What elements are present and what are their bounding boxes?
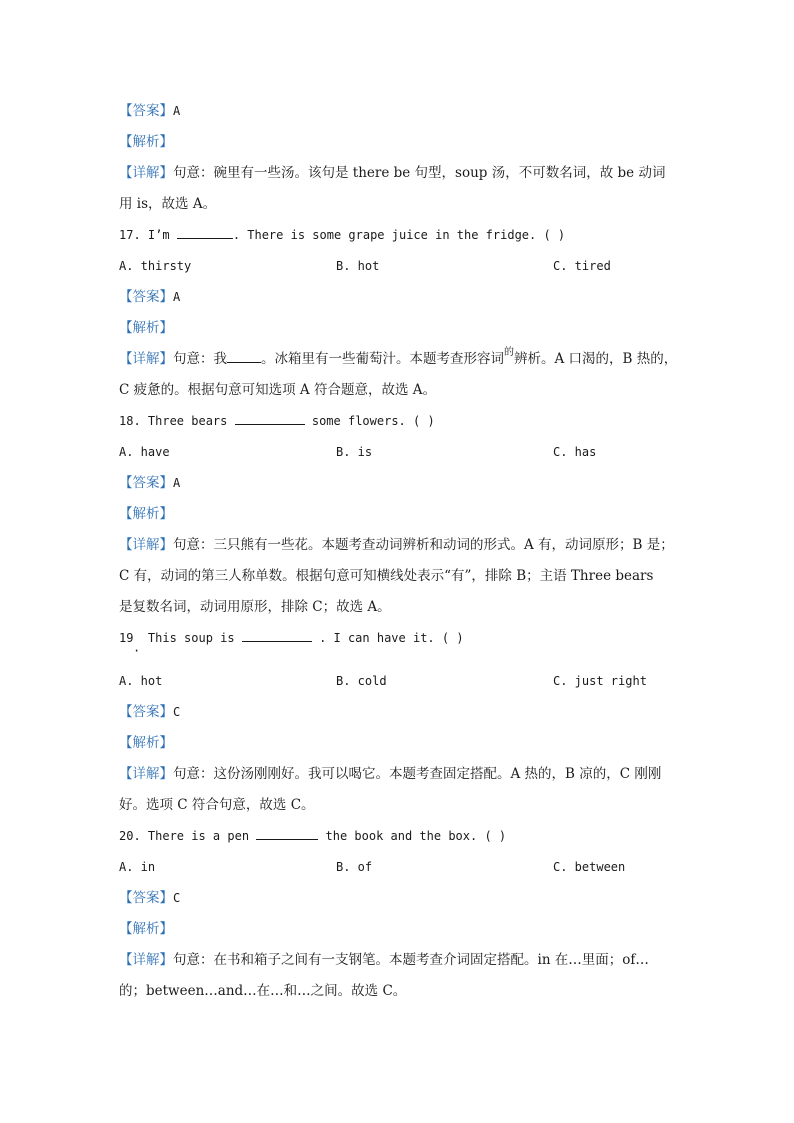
detail-line bbox=[119, 189, 679, 220]
detail-text: 好。选项 C 符合句意，故选 C。 bbox=[119, 797, 315, 813]
question-17 bbox=[119, 220, 679, 251]
question-dot: · bbox=[133, 644, 141, 658]
option-a: A. hot bbox=[119, 674, 163, 688]
blank-line bbox=[242, 629, 312, 642]
detail-text: 句意：我 bbox=[173, 351, 227, 367]
detail-line bbox=[119, 375, 679, 406]
option-b: B. hot bbox=[336, 259, 380, 273]
option-b: B. cold bbox=[336, 674, 387, 688]
detail-line bbox=[119, 945, 679, 976]
answer-line bbox=[119, 96, 679, 127]
options-18 bbox=[119, 437, 679, 468]
detail-text: C 有，动词的第三人称单数。根据句意可知横线处表示“有”，排除 B；主语 Three bears bbox=[119, 568, 654, 584]
question-text: . There is some grape juice in the fridge. ( ) bbox=[232, 228, 566, 242]
analysis-label: 【解析】 bbox=[119, 921, 173, 937]
question-text: 19 This soup is bbox=[119, 631, 235, 645]
analysis-line bbox=[119, 499, 679, 530]
analysis-label: 【解析】 bbox=[119, 320, 173, 336]
option-c: C. just right bbox=[553, 674, 647, 688]
detail-line bbox=[119, 790, 679, 821]
detail-label: 【详解】 bbox=[119, 351, 173, 367]
detail-line bbox=[119, 530, 679, 561]
options-20 bbox=[119, 852, 679, 883]
option-a: A. have bbox=[119, 445, 170, 459]
answer-label: 【答案】 bbox=[119, 890, 173, 906]
answer-value: A bbox=[173, 476, 181, 490]
detail-text: 用 is，故选 A。 bbox=[119, 196, 217, 212]
question-text: some flowers. ( ) bbox=[311, 414, 435, 428]
detail-label: 【详解】 bbox=[119, 766, 173, 782]
answer-value: C bbox=[173, 705, 181, 719]
option-b: B. is bbox=[336, 445, 373, 459]
blank-line bbox=[256, 827, 318, 840]
question-18 bbox=[119, 406, 679, 437]
answer-line bbox=[119, 883, 679, 914]
answer-label: 【答案】 bbox=[119, 475, 173, 491]
detail-text: 句意：三只熊有一些花。本题考查动词辨析和动词的形式。A 有，动词原形；B 是； bbox=[173, 537, 674, 553]
answer-line bbox=[119, 282, 679, 313]
analysis-line bbox=[119, 914, 679, 945]
detail-label: 【详解】 bbox=[119, 165, 173, 181]
option-a: A. thirsty bbox=[119, 259, 192, 273]
analysis-line bbox=[119, 313, 679, 344]
question-20 bbox=[119, 821, 679, 852]
question-19 bbox=[119, 623, 679, 658]
detail-text: 辨析。A 口渴的，B 热的， bbox=[514, 351, 678, 367]
options-19 bbox=[119, 666, 679, 697]
detail-text: 。冰箱里有一些葡萄汁。本题考查形容词 bbox=[261, 351, 504, 367]
blank-line bbox=[235, 412, 305, 425]
option-c: C. between bbox=[553, 860, 626, 874]
detail-line bbox=[119, 158, 679, 189]
detail-line bbox=[119, 592, 679, 623]
analysis-line bbox=[119, 728, 679, 759]
detail-label: 【详解】 bbox=[119, 537, 173, 553]
detail-note: 的 bbox=[504, 347, 514, 358]
question-text: . I can have it. ( ) bbox=[319, 631, 464, 645]
blank-line bbox=[177, 226, 233, 239]
options-17 bbox=[119, 251, 679, 282]
analysis-label: 【解析】 bbox=[119, 506, 173, 522]
analysis-label: 【解析】 bbox=[119, 134, 173, 150]
answer-label: 【答案】 bbox=[119, 704, 173, 720]
detail-line bbox=[119, 759, 679, 790]
option-b: B. of bbox=[336, 860, 373, 874]
question-text: the book and the box. ( ) bbox=[325, 829, 507, 843]
answer-value: A bbox=[173, 290, 181, 304]
option-a: A. in bbox=[119, 860, 156, 874]
detail-line bbox=[119, 976, 679, 1007]
detail-text: 的；between…and…在…和…之间。故选 C。 bbox=[119, 983, 407, 999]
answer-value: A bbox=[173, 104, 181, 118]
question-text: 17. I’m bbox=[119, 228, 170, 242]
question-text: 18. Three bears bbox=[119, 414, 228, 428]
answer-label: 【答案】 bbox=[119, 289, 173, 305]
detail-text: 句意：这份汤刚刚好。我可以喝它。本题考查固定搭配。A 热的，B 凉的，C 刚刚 bbox=[173, 766, 662, 782]
question-text: 20. There is a pen bbox=[119, 829, 250, 843]
option-c: C. tired bbox=[553, 259, 611, 273]
answer-label: 【答案】 bbox=[119, 103, 173, 119]
detail-text: C 疲惫的。根据句意可知选项 A 符合题意，故选 A。 bbox=[119, 382, 436, 398]
blank-line bbox=[227, 350, 261, 363]
analysis-line bbox=[119, 127, 679, 158]
analysis-label: 【解析】 bbox=[119, 735, 173, 751]
document-page bbox=[119, 96, 679, 1007]
detail-text: 句意：在书和箱子之间有一支钢笔。本题考查介词固定搭配。in 在…里面；of… bbox=[173, 952, 649, 968]
detail-text: 是复数名词，动词用原形，排除 C；故选 A。 bbox=[119, 599, 391, 615]
detail-line bbox=[119, 344, 679, 375]
answer-line bbox=[119, 468, 679, 499]
detail-label: 【详解】 bbox=[119, 952, 173, 968]
detail-line bbox=[119, 561, 679, 592]
answer-line bbox=[119, 697, 679, 728]
option-c: C. has bbox=[553, 445, 597, 459]
detail-text: 句意：碗里有一些汤。该句是 there be 句型，soup 汤，不可数名词，故 be 动词 bbox=[173, 165, 666, 181]
answer-value: C bbox=[173, 891, 181, 905]
